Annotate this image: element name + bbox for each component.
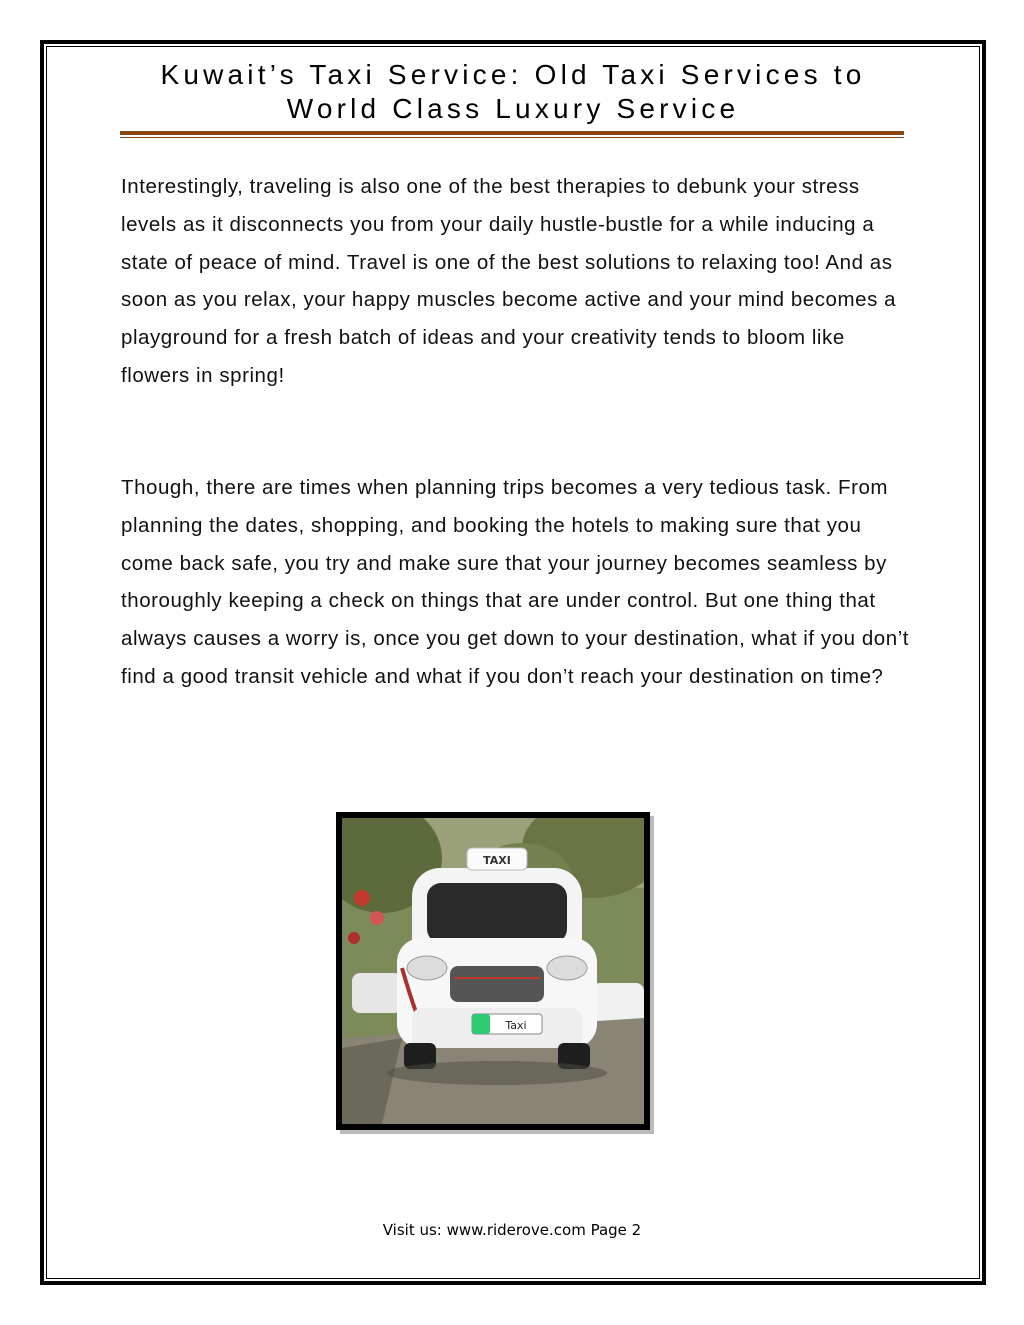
paragraph-2: Though, there are times when planning trips becomes a very tedious task. From planning the dates, shopping, and booking the hotels to making sure that you come back safe, you try and make sure that your journey becomes seamless by thoroughly keeping a check on things that are under control. But one thing that always causes a worry is, once you get down to your destination, what if you don’t find a good transit vehicle and what if you don’t reach your destination on time?: [121, 476, 910, 688]
page-footer: Visit us: www.riderove.com Page 2: [382, 1221, 642, 1239]
taxi-photo-illustration: [342, 818, 644, 1124]
roof-sign-text: TAXI: [483, 854, 511, 867]
plate-text: Taxi: [505, 1019, 527, 1032]
title-line-1: Kuwait’s Taxi Service: Old Taxi Services to: [160, 59, 866, 90]
document-title: [100, 58, 926, 126]
paragraph-1: Interestingly, traveling is also one of the best therapies to debunk your stress levels as it disconnects you from your daily hustle-bustle for a while inducing a state of peace of mind. Travel is one of the best solutions to relaxing too! And as soon as you relax, your happy muscles become active and your mind becomes a playground for a fresh batch of ideas and your creativity tends to bloom like flowers in spring!: [121, 175, 897, 387]
title-line-2: World Class Luxury Service: [286, 93, 740, 124]
title-underline: [120, 131, 904, 138]
taxi-photo: [336, 812, 650, 1130]
